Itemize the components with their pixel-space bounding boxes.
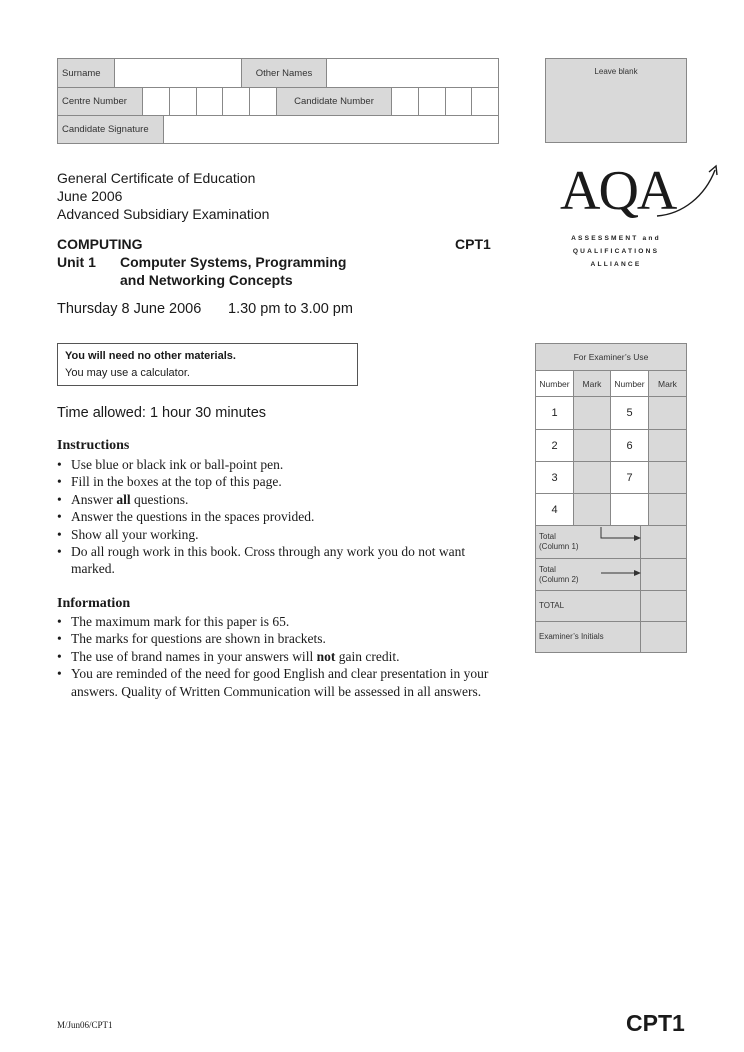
examiners-initials-label: Examiner’s Initials xyxy=(536,622,641,652)
total-column-2-value[interactable] xyxy=(641,559,686,591)
question-number: 2 xyxy=(536,430,574,462)
unit-label: Unit 1 xyxy=(57,254,96,270)
paper-code: CPT1 xyxy=(455,236,491,252)
list-item: • Answer the questions in the spaces provided. xyxy=(57,508,497,525)
list-item: • Show all your working. xyxy=(57,526,497,543)
surname-label: Surname xyxy=(58,59,115,88)
centre-number-digit[interactable] xyxy=(250,88,277,116)
candidate-signature-field[interactable] xyxy=(164,116,499,143)
logo-swoosh-icon xyxy=(653,160,723,222)
candidate-number-digit[interactable] xyxy=(392,88,419,116)
mark-cell[interactable] xyxy=(574,494,611,526)
exam-session: June 2006 xyxy=(57,188,123,204)
col-number-header: Number xyxy=(611,371,649,397)
leave-blank-label: Leave blank xyxy=(594,67,638,76)
instructions-title: Instructions xyxy=(57,438,130,453)
arrow-right-icon xyxy=(600,566,644,580)
centre-number-label: Centre Number xyxy=(58,88,143,116)
mark-cell[interactable] xyxy=(649,430,686,462)
mark-cell[interactable] xyxy=(649,494,686,526)
logo-tagline-3: ALLIANCE xyxy=(590,261,642,268)
total-column-2-label: Total (Column 2) xyxy=(536,559,641,591)
list-item: • Answer all questions. xyxy=(57,491,497,508)
other-names-field[interactable] xyxy=(327,59,499,88)
arrow-right-icon xyxy=(600,527,644,547)
centre-number-digit[interactable] xyxy=(197,88,223,116)
question-number: 6 xyxy=(611,430,649,462)
total-column-1-label: Total (Column 1) xyxy=(536,526,641,559)
question-number: 1 xyxy=(536,397,574,430)
candidate-signature-label: Candidate Signature xyxy=(58,116,164,143)
total-column-1-value[interactable] xyxy=(641,526,686,559)
list-item: • The maximum mark for this paper is 65. xyxy=(57,613,497,630)
mark-cell[interactable] xyxy=(574,397,611,430)
list-item: • Do all rough work in this book. Cross through any work you do not want marked. xyxy=(57,543,497,578)
list-item: • Use blue or black ink or ball-point pen. xyxy=(57,456,497,473)
list-item: • The marks for questions are shown in brackets. xyxy=(57,630,497,647)
list-item: • You are reminded of the need for good English and clear presentation in your answers. Quality of Written Communication will be assessed in all answers. xyxy=(57,665,497,700)
time-allowed: Time allowed: 1 hour 30 minutes xyxy=(57,405,267,421)
mark-cell[interactable] xyxy=(649,397,686,430)
exam-date: Thursday 8 June 2006 xyxy=(57,301,202,317)
col-number-header: Number xyxy=(536,371,574,397)
col-mark-header: Mark xyxy=(574,371,611,397)
list-item: • Fill in the boxes at the top of this page. xyxy=(57,473,497,490)
centre-number-digit[interactable] xyxy=(143,88,170,116)
grand-total-value[interactable] xyxy=(641,591,686,622)
instructions-list xyxy=(57,456,497,578)
unit-title-line-2: and Networking Concepts xyxy=(120,272,293,288)
materials-line-2: You may use a calculator. xyxy=(65,367,190,379)
qualification-title: General Certificate of Education xyxy=(57,170,256,186)
candidate-number-digit[interactable] xyxy=(419,88,446,116)
logo-tagline-2: QUALIFICATIONS xyxy=(572,248,660,255)
candidate-number-label: Candidate Number xyxy=(277,88,392,116)
exam-time: 1.30 pm to 3.00 pm xyxy=(228,301,353,317)
exam-level: Advanced Subsidiary Examination xyxy=(57,206,270,222)
materials-line-1: You will need no other materials. xyxy=(65,350,236,362)
footer-reference: M/Jun06/CPT1 xyxy=(57,1020,113,1030)
col-mark-header: Mark xyxy=(649,371,686,397)
grand-total-label: TOTAL xyxy=(536,591,641,622)
aqa-logo xyxy=(558,160,722,230)
question-number: 4 xyxy=(536,494,574,526)
aqa-logo-text: AQA xyxy=(560,160,676,222)
footer-paper-code: CPT1 xyxy=(626,1010,685,1036)
centre-number-digit[interactable] xyxy=(223,88,250,116)
subject-title: COMPUTING xyxy=(57,236,143,252)
examiners-use-title: For Examiner’s Use xyxy=(536,344,686,371)
list-item: • The use of brand names in your answers will not gain credit. xyxy=(57,648,497,665)
question-number: 7 xyxy=(611,462,649,494)
mark-cell[interactable] xyxy=(574,462,611,494)
leave-blank-box xyxy=(545,58,687,143)
centre-number-digit[interactable] xyxy=(170,88,197,116)
question-number: 3 xyxy=(536,462,574,494)
candidate-number-digit[interactable] xyxy=(446,88,472,116)
information-list xyxy=(57,613,497,700)
empty-number-cell xyxy=(611,494,649,526)
mark-cell[interactable] xyxy=(649,462,686,494)
examiners-initials-value[interactable] xyxy=(641,622,686,652)
surname-field[interactable] xyxy=(115,59,242,88)
mark-cell[interactable] xyxy=(574,430,611,462)
other-names-label: Other Names xyxy=(242,59,327,88)
examiners-use-table xyxy=(535,343,687,653)
question-number: 5 xyxy=(611,397,649,430)
unit-title-line-1: Computer Systems, Programming xyxy=(120,254,347,270)
materials-box xyxy=(57,343,358,386)
logo-tagline-1: ASSESSMENT and xyxy=(571,235,661,242)
information-title: Information xyxy=(57,596,131,611)
candidate-number-digit[interactable] xyxy=(472,88,499,116)
candidate-details-box xyxy=(57,58,499,144)
